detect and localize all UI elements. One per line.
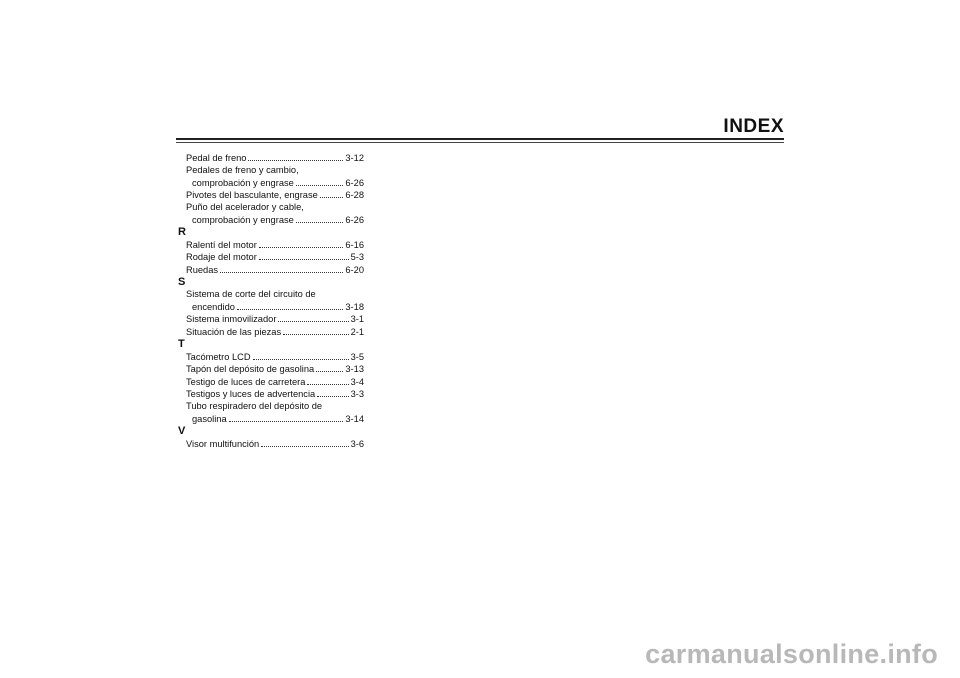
index-entry-label: Rodaje del motor	[186, 252, 257, 263]
index-entry-label: Sistema inmovilizador	[186, 314, 277, 325]
index-entry-heading: Pedales de freno y cambio,	[186, 165, 299, 176]
index-entry	[192, 214, 364, 226]
index-page-ref: 3-6	[350, 438, 364, 449]
index-page-ref: 3-3	[350, 389, 364, 400]
index-page-ref: 3-1	[350, 314, 364, 325]
index-page-ref: 6-20	[345, 264, 364, 275]
index-entry-label: Pedal de freno	[186, 153, 247, 164]
index-page-ref: 3-5	[350, 351, 364, 362]
index-entry-label: Visor multifunción	[186, 438, 260, 449]
index-entry	[186, 437, 364, 449]
index-entry-label: Ruedas	[186, 264, 219, 275]
index-entry-label: encendido	[192, 301, 235, 312]
index-entry	[186, 375, 364, 387]
index-page-ref: 2-1	[350, 326, 364, 337]
index-entry-label: Tapón del depósito de gasolina	[186, 364, 315, 375]
index-entry	[192, 412, 364, 424]
index-page-ref: 3-4	[350, 376, 364, 387]
index-entry	[186, 239, 364, 251]
dot-leader	[261, 437, 348, 446]
index-page-ref: 6-28	[345, 190, 364, 201]
dot-leader	[248, 152, 343, 161]
index-entry-label: Testigos y luces de advertencia	[186, 389, 316, 400]
index-entry-label: Situación de las piezas	[186, 326, 282, 337]
page-title: INDEX	[723, 116, 784, 137]
index-page-ref: 6-26	[345, 214, 364, 225]
dot-leader	[296, 177, 344, 186]
index-entry	[186, 263, 364, 275]
index-page-ref: 3-14	[345, 413, 364, 424]
index-page-ref: 3-12	[345, 153, 364, 164]
index-entry	[186, 363, 364, 375]
index-entry	[186, 251, 364, 263]
index-entry-heading: Sistema de corte del circuito de	[186, 289, 316, 300]
index-entry	[186, 189, 364, 201]
index-entry	[186, 388, 364, 400]
dot-leader	[220, 263, 343, 272]
dot-leader	[317, 388, 348, 397]
index-entry-heading: Tubo respiradero del depósito de	[186, 401, 323, 412]
index-page-ref: 3-13	[345, 364, 364, 375]
index-entry	[186, 350, 364, 362]
index-page-ref: 5-3	[350, 252, 364, 263]
index-entry-label: comprobación y engrase	[192, 177, 294, 188]
index-entry-label: gasolina	[192, 413, 227, 424]
dot-leader	[320, 189, 344, 198]
header-rule-thin	[176, 142, 784, 143]
dot-leader	[278, 313, 348, 322]
index-section-letter: T	[178, 337, 185, 350]
index-column	[178, 152, 364, 450]
header-rule-thick	[176, 138, 784, 140]
index-entry-label: Testigo de luces de carretera	[186, 376, 306, 387]
index-entry	[192, 177, 364, 189]
watermark: carmanualsonline.info	[645, 639, 938, 669]
index-section-letter: S	[178, 275, 186, 288]
index-entry	[186, 152, 364, 164]
index-page-ref: 6-26	[345, 177, 364, 188]
index-entry	[186, 325, 364, 337]
index-page-ref: 6-16	[345, 239, 364, 250]
dot-leader	[237, 300, 343, 309]
index-entry-label: Pivotes del basculante, engrase	[186, 190, 318, 201]
dot-leader	[259, 239, 344, 248]
index-page-ref: 3-18	[345, 301, 364, 312]
index-section-letter: R	[178, 226, 186, 238]
index-section-letter: V	[178, 424, 186, 437]
dot-leader	[307, 375, 348, 384]
index-entry-label: Ralentí del motor	[186, 239, 257, 250]
dot-leader	[296, 214, 344, 223]
dot-leader	[253, 350, 349, 359]
index-entry-label: comprobación y engrase	[192, 214, 294, 225]
index-entry	[186, 313, 364, 325]
index-entry-label: Tacómetro LCD	[186, 351, 251, 362]
dot-leader	[283, 325, 348, 334]
dot-leader	[316, 363, 343, 372]
index-entry	[192, 300, 364, 312]
dot-leader	[259, 251, 349, 260]
index-entry-heading: Puño del acelerador y cable,	[186, 202, 304, 213]
dot-leader	[229, 412, 344, 421]
